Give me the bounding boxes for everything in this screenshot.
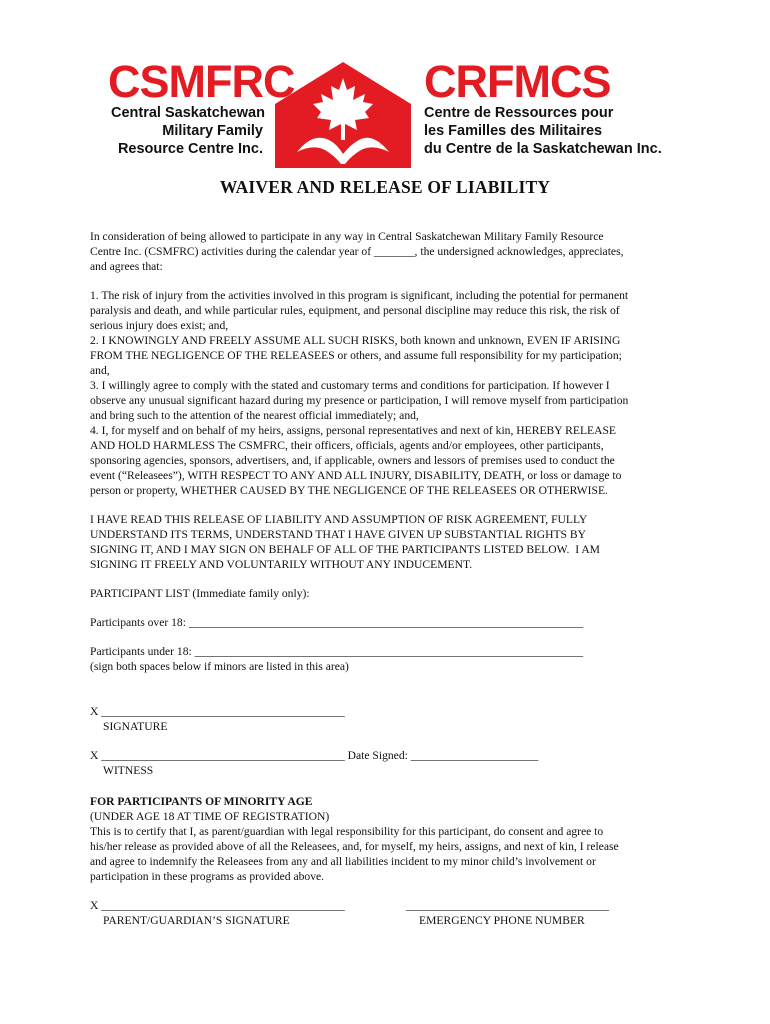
- minority-text-line: participation in these programs as provided above.: [90, 870, 325, 883]
- acknowledgement-paragraph: [90, 512, 690, 572]
- minority-text-line: This is to certify that I, as parent/guardian with legal responsibility for this participant, do consent and agree to: [90, 825, 604, 838]
- waiver-body: [90, 229, 690, 928]
- clause-line: event (“Releasees”), WITH RESPECT TO ANY AND ALL INJURY, DISABILITY, DEATH, or loss or damage to: [90, 469, 622, 482]
- maple-leaf-house-logo: [273, 60, 413, 170]
- participants-under-18-block: [90, 644, 690, 674]
- participant-list-heading: PARTICIPANT LIST (Immediate family only):: [90, 587, 310, 600]
- minority-text-line: his/her release as provided above of all the Releasees, and, for myself, my heirs, assigns, and next of kin, I release: [90, 840, 619, 853]
- acknowledgement-line: SIGNING IT FREELY AND VOLUNTARILY WITHOUT ANY INDUCEMENT.: [90, 558, 473, 571]
- intro-line: and agrees that:: [90, 260, 163, 273]
- clause-line: and bring such to the attention of the nearest official immediately; and,: [90, 409, 419, 422]
- english-acronym: CSMFRC: [108, 56, 295, 107]
- participants-under-18-field[interactable]: Participants under 18: ___________________________________________________________________: [90, 645, 584, 658]
- intro-paragraph: [90, 229, 690, 274]
- emergency-phone-label: EMERGENCY PHONE NUMBER: [419, 914, 585, 927]
- english-name-line-3: Resource Centre Inc.: [117, 141, 263, 157]
- intro-line: In consideration of being allowed to participate in any way in Central Saskatchewan Military Family Resource: [90, 230, 604, 243]
- minors-note: (sign both spaces below if minors are listed in this area): [90, 660, 349, 673]
- clause-line: and,: [90, 364, 110, 377]
- signature-block: [90, 704, 690, 734]
- document-title: WAIVER AND RELEASE OF LIABILITY: [219, 177, 551, 197]
- clause-line: observe any unusual significant hazard during my presence or participation, I will remove myself from participation: [90, 394, 629, 407]
- clause-line: paralysis and death, and while particular rules, equipment, and personal discipline may reduce this risk, the risk of: [90, 304, 620, 317]
- witness-date-line[interactable]: X __________________________________________ Date Signed: ______________________: [90, 749, 539, 762]
- clause-line: 3. I willingly agree to comply with the stated and customary terms and conditions for participation. If however I: [90, 379, 610, 392]
- signature-label: SIGNATURE: [103, 720, 168, 733]
- acknowledgement-line: I HAVE READ THIS RELEASE OF LIABILITY AND ASSUMPTION OF RISK AGREEMENT, FULLY: [90, 513, 588, 526]
- parent-signature-line[interactable]: X __________________________________________: [90, 899, 345, 912]
- emergency-phone-line[interactable]: ___________________________________: [406, 899, 609, 912]
- french-brand: [424, 56, 662, 158]
- participants-over-18-field[interactable]: Participants over 18: ____________________________________________________________________: [90, 616, 584, 629]
- clause-line: FROM THE NEGLIGENCE OF THE RELEASEES or others, and assume full responsibility for my participation;: [90, 349, 622, 362]
- parent-phone-lines: [90, 898, 690, 913]
- clause-line: sponsoring agencies, sponsors, advertisers, and, if applicable, owners and lessors of premises used to conduct the: [90, 454, 615, 467]
- english-name-line-2: Military Family: [162, 123, 263, 139]
- french-acronym: CRFMCS: [424, 56, 611, 107]
- clause-line: 1. The risk of injury from the activities involved in this program is significant, including the potential for permanent: [90, 289, 629, 302]
- acknowledgement-line: SIGNING IT, AND I MAY SIGN ON BEHALF OF ALL OF THE PARTICIPANTS LISTED BELOW. I AM: [90, 543, 600, 556]
- signature-line[interactable]: X __________________________________________: [90, 705, 345, 718]
- witness-label: WITNESS: [103, 764, 154, 777]
- acknowledgement-line: UNDERSTAND ITS TERMS, UNDERSTAND THAT I HAVE GIVEN UP SUBSTANTIAL RIGHTS BY: [90, 528, 586, 541]
- intro-line: Centre Inc. (CSMFRC) activities during the calendar year of _______, the undersigned acknowledges, appreciates,: [90, 245, 624, 258]
- parent-signature-label: PARENT/GUARDIAN’S SIGNATURE: [103, 914, 290, 927]
- letterhead: [0, 0, 770, 175]
- clauses-paragraph: [90, 288, 690, 498]
- minority-text-line: and agree to indemnify the Releasees from any and all liabilities incident to my minor child’s involvement or: [90, 855, 596, 868]
- minority-subheading: (UNDER AGE 18 AT TIME OF REGISTRATION): [90, 810, 330, 823]
- english-brand: [108, 56, 295, 158]
- parent-phone-labels: [90, 913, 690, 928]
- clause-line: person or property, WHETHER CAUSED BY THE NEGLIGENCE OF THE RELEASEES OR OTHERWISE.: [90, 484, 608, 497]
- witness-block: [90, 748, 690, 778]
- english-name-line-1: Central Saskatchewan: [111, 105, 265, 121]
- french-name-line-3: du Centre de la Saskatchewan Inc.: [424, 141, 662, 157]
- clause-line: AND HOLD HARMLESS The CSMFRC, their officers, officials, agents and/or employees, other participants,: [90, 439, 604, 452]
- clause-line: serious injury does exist; and,: [90, 319, 229, 332]
- french-name-line-2: les Familles des Militaires: [424, 123, 603, 139]
- clause-line: 2. I KNOWINGLY AND FREELY ASSUME ALL SUCH RISKS, both known and unknown, EVEN IF ARISING: [90, 334, 621, 347]
- clause-line: 4. I, for myself and on behalf of my heirs, assigns, personal representatives and next of kin, HEREBY RELEASE: [90, 424, 617, 437]
- french-name-line-1: Centre de Ressources pour: [424, 105, 614, 121]
- minority-section: [90, 794, 690, 884]
- minority-heading: FOR PARTICIPANTS OF MINORITY AGE: [90, 795, 313, 808]
